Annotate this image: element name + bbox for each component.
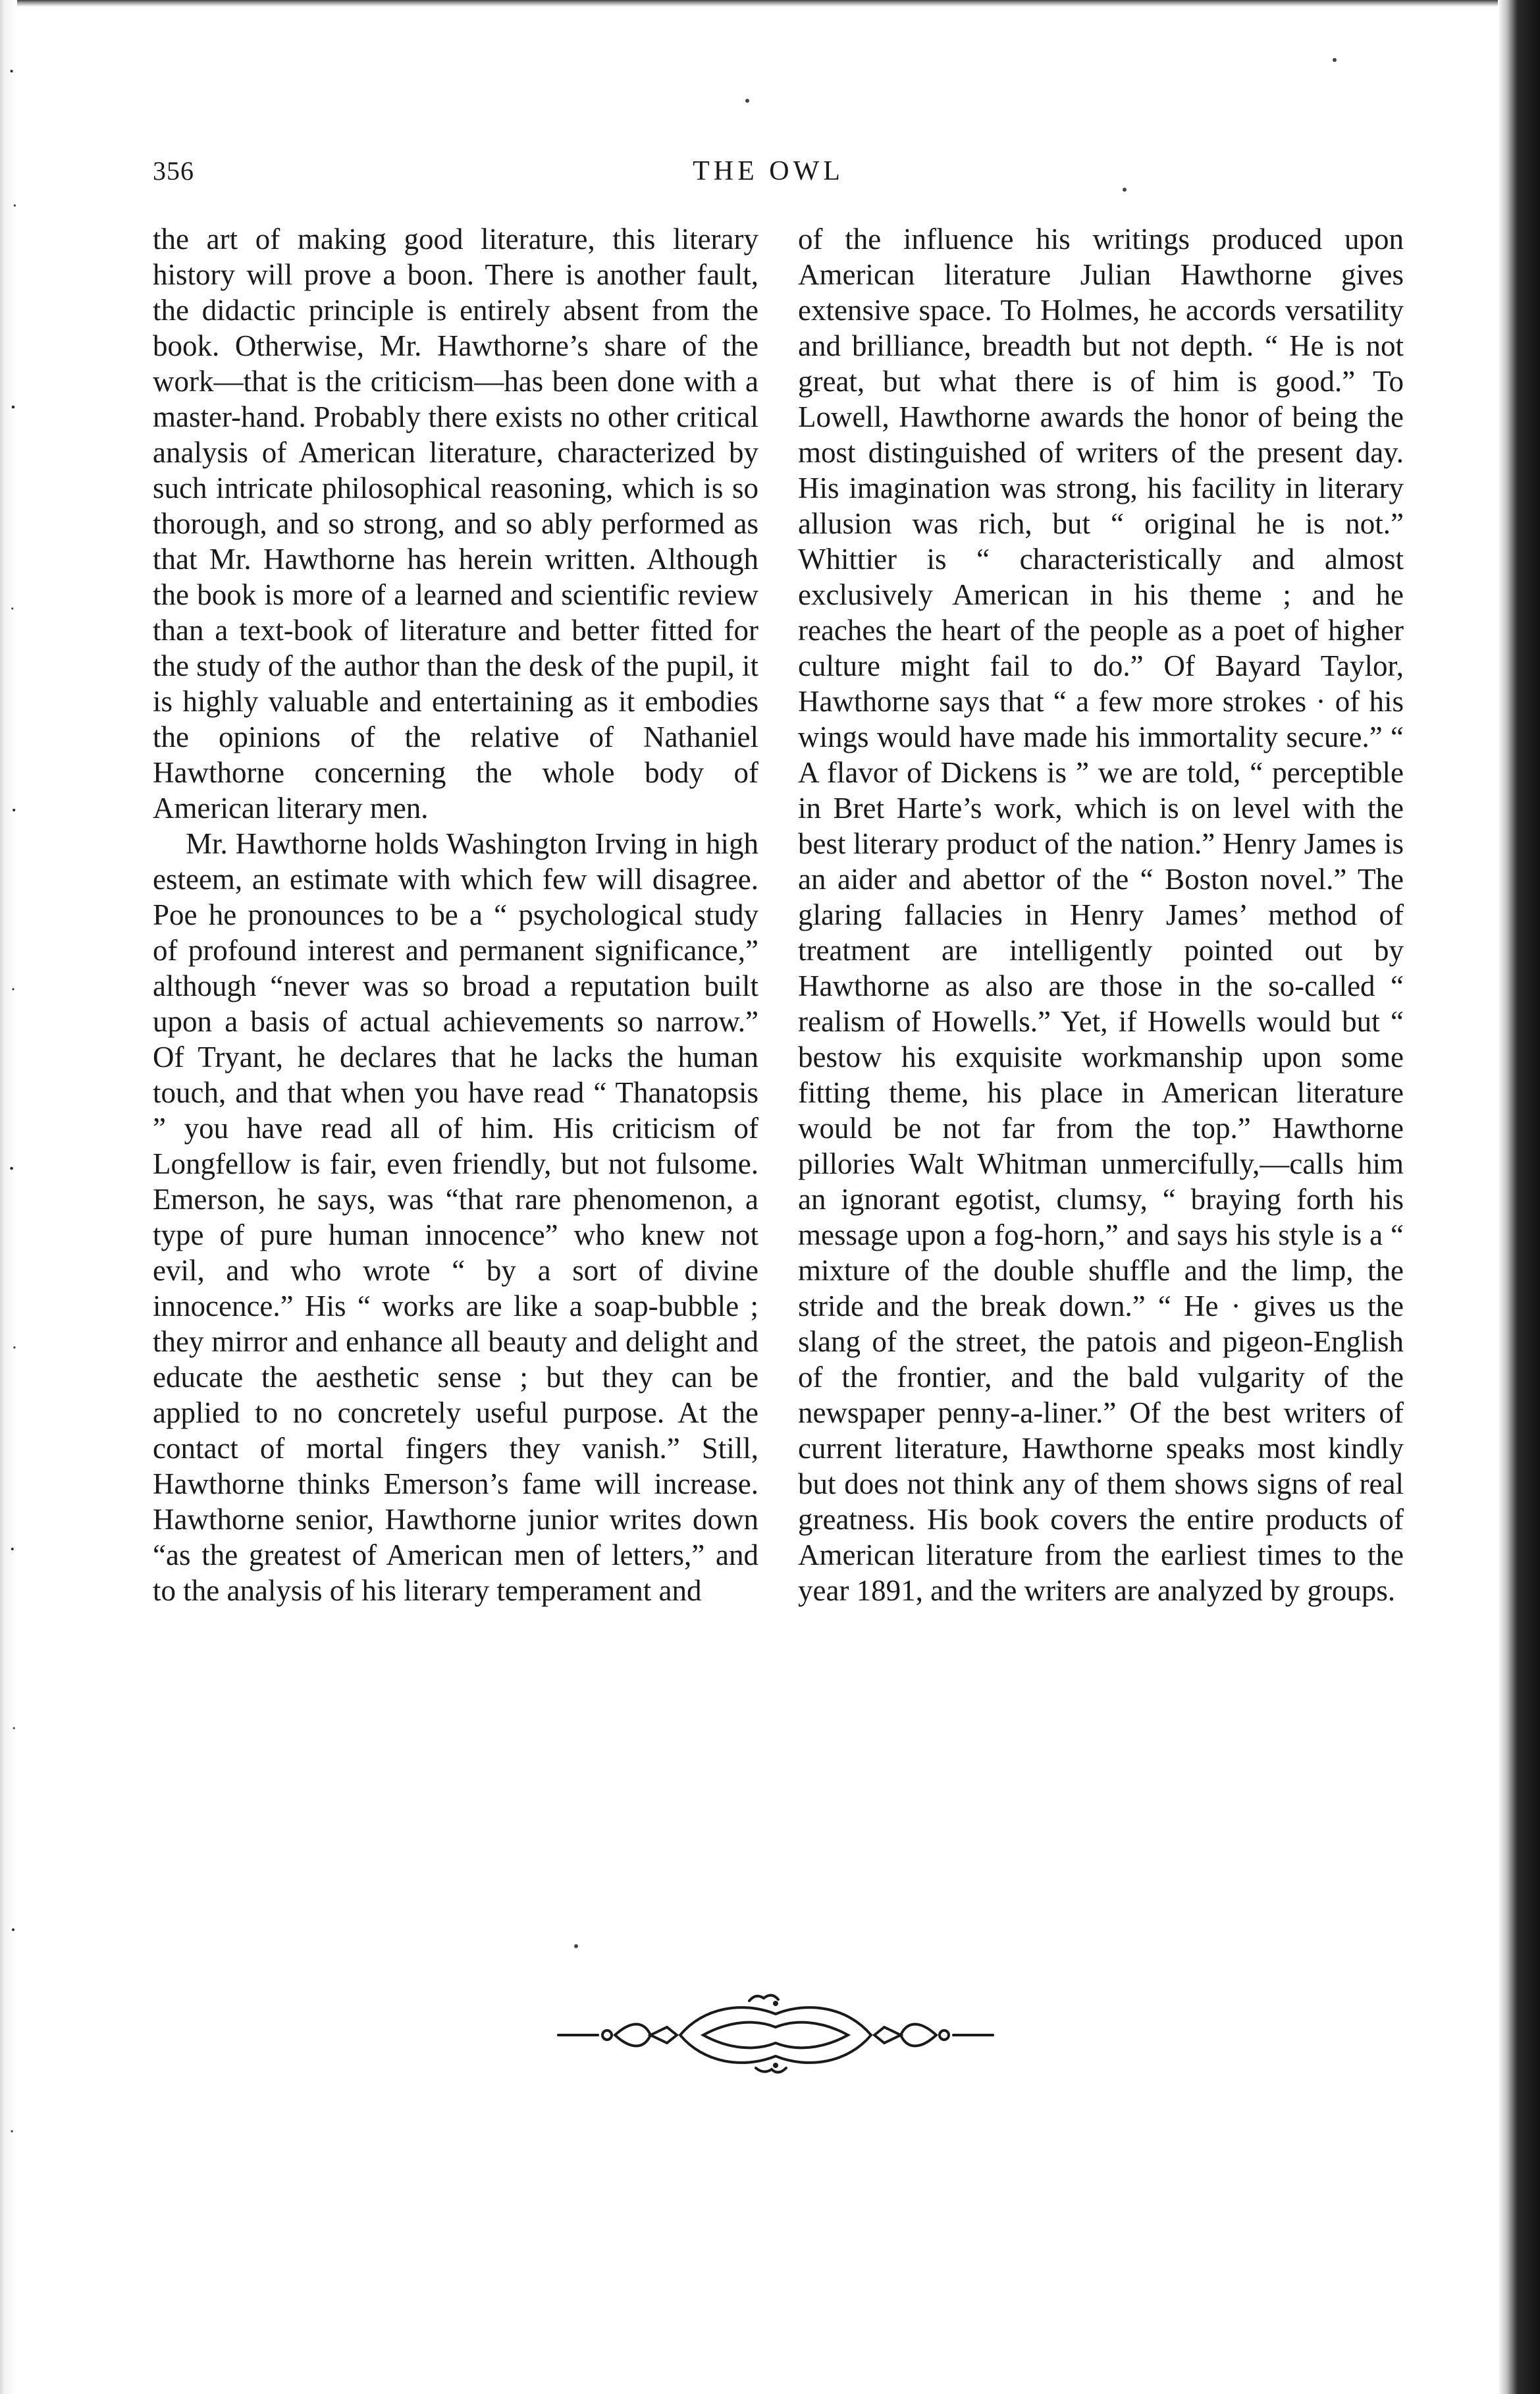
right-paragraph-1: of the influence his writings produced upon American literature Julian Hawthorne gives extensive space. To Holmes, he accords versatility and brilliance, breadth but not depth. “ He is not great, but what there is of him is good.” To Lowell, Hawthorne awards the honor of being the most distinguished of writers of the present day. His imagination was strong, his facility in literary allusion was rich, but “ original he is not.” Whittier is “ characteristically and almost exclusively American in his theme ; and he reaches the heart of the people as a poet of higher culture might fail to do.” Of Bayard Taylor, Hawthorne says that “ a few more strokes · of his wings would have made his immortality secure.” “ A flavor of Dickens is ” we are told, “ perceptible in Bret Harte’s work, which is on level with the best literary product of the nation.” Henry James is an aider and abettor of the “ Boston novel.” The glaring fallacies in Henry James’ method of treatment are intelligently pointed out by Hawthorne as also are those in the so-called “ realism of Howells.” Yet, if Howells would but “ bestow his exquisite workmanship upon some fitting theme, his place in American literature would be not far from the top.” Hawthorne pillories Walt Whitman unmercifully,—calls him an ignorant egotist, clumsy, “ braying forth his message upon a fog-horn,” and says his style is a “ mixture of the double shuffle and the limp, the stride and the break down.” “ He · gives us the slang of the street, the patois and pigeon-English of the frontier, and the bald vulgarity of the newspaper penny-a-liner.” Of the best writers of current literature, Hawthorne speaks most kindly but does not think any of them shows signs of real greatness. His book covers the entire products of American literature from the earliest times to the year 1891, and the writers are analyzed by groups. xyxy=(798,223,1404,1607)
left-column xyxy=(153,221,758,1608)
margin-dot xyxy=(574,1944,578,1948)
scan-edge-right xyxy=(1498,0,1540,2394)
running-head xyxy=(153,155,1384,195)
margin-dot xyxy=(745,99,749,103)
binding-specks xyxy=(5,26,21,2266)
journal-title: THE OWL xyxy=(693,156,844,186)
margin-dot xyxy=(1123,188,1127,192)
left-paragraph-2: Mr. Hawthorne holds Washington Irving in high esteem, an estimate with which few will disagree. Poe he pronounces to be a “ psychological study of profound interest and permanent significance,” although “never was so broad a reputation built upon a basis of actual achievements so narrow.” Of Tryant, he declares that he lacks the human touch, and that when you have read “ Thanatopsis ” you have read all of him. His criticism of Longfellow is fair, even friendly, but not fulsome. Emerson, he says, was “that rare phenomenon, a type of pure human innocence” who knew not evil, and who wrote “ by a sort of divine innocence.” His “ works are like a soap-bubble ; they mirror and enhance all beauty and delight and educate the aesthetic sense ; but they can be applied to no concretely useful purpose. At the contact of mortal fingers they vanish.” Still, Hawthorne thinks Emerson’s fame will increase. Hawthorne senior, Hawthorne junior writes down “as the greatest of American men of letters,” and to the analysis of his literary temperament and xyxy=(153,827,758,1607)
right-column xyxy=(798,221,1404,1608)
left-paragraph-1: the art of making good literature, this literary history will prove a boon. There is another fault, the didactic principle is entirely absent from the book. Otherwise, Mr. Hawthorne’s share of the work—that is the criticism—has been done with a master-hand. Probably there exists no other critical analysis of American literature, characterized by such intricate philosophical reasoning, which is so thorough, and so strong, and so ably performed as that Mr. Hawthorne has herein written. Although the book is more of a learned and scientific review than a text-book of literature and better fitted for the study of the author than the desk of the pupil, it is highly valuable and entertaining as it embodies the opinions of the relative of Nathaniel Hawthorne concerning the whole body of American literary men. xyxy=(153,223,758,825)
fleuron-ornament-icon xyxy=(552,1988,999,2080)
scan-edge-top xyxy=(0,0,1540,7)
page-number: 356 xyxy=(153,156,194,186)
margin-dot xyxy=(1333,58,1337,62)
